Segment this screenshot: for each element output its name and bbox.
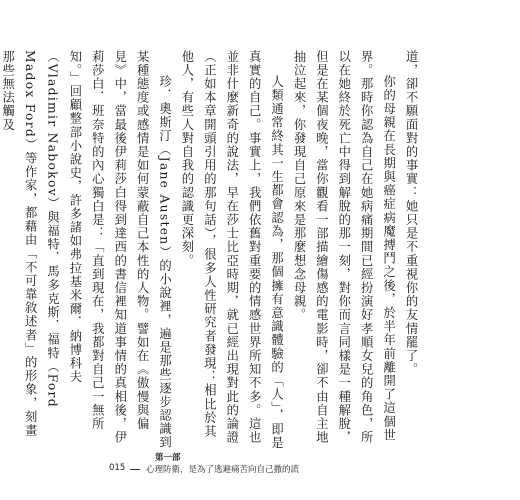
chapter-title: 心理防衛，是為了逃避痛苦向自己撒的謊 [146, 465, 300, 475]
part-label: 第一部 [155, 453, 181, 463]
footer-divider [130, 469, 140, 470]
paragraph: 人類通常終其一生都會認為，那個擁有意識體驗的「人」，即是真實的自己。事實上，我們依舊對重要的情感世界所知不多。這也並非什麼新奇的說法，早在莎士比亞時期，就已經出現對此的論證（正如本章開頭引用的那句話），很多人性研究者發現：相比於其他人，有些人對自我的認識更深刻。 [179, 50, 284, 450]
page-footer [0, 451, 520, 491]
paragraph: 你的母親在長期與癌症病魔搏鬥之後，於半年前離開了這個世界。那時你認為自己在她病痛期間已經扮演好孝順女兒的角色，所以在她終於死亡中得到解脫的那一刻，對你而言同樣是一種解脫，但是在某個夜晚，當你觀看一部描繪傷感的電影時，卻不由自主地抽泣起來，你發現自己原來是那麼想念母親。 [291, 50, 396, 445]
paragraph: 道，卻不願面對的事實：她只是不重視你的友情罷了。 [404, 50, 418, 377]
body-text [0, 50, 422, 450]
page-number: 015 [109, 463, 126, 473]
paragraph: 珍．奧斯汀（Jane Austen）的小說裡，遍是那些逐步認識到某種態度或感情是如何蒙蔽自己本性的人物。譬如在《傲慢與偏見》中，當最後伊莉莎白得到達西的書信裡知道事情的真相後，伊莉莎白．班奈特的內心獨白是：「直到現在，我都對自己一無所知。」回顧整部小說史，許多諸如弗拉基米爾．納博科夫（Vladimir Nabokov）與福特．馬多克斯．福特（Ford Madox Ford）等作家，都藉由「不可靠敘述者」的形象，刻畫那些無法觸及 [0, 50, 172, 450]
